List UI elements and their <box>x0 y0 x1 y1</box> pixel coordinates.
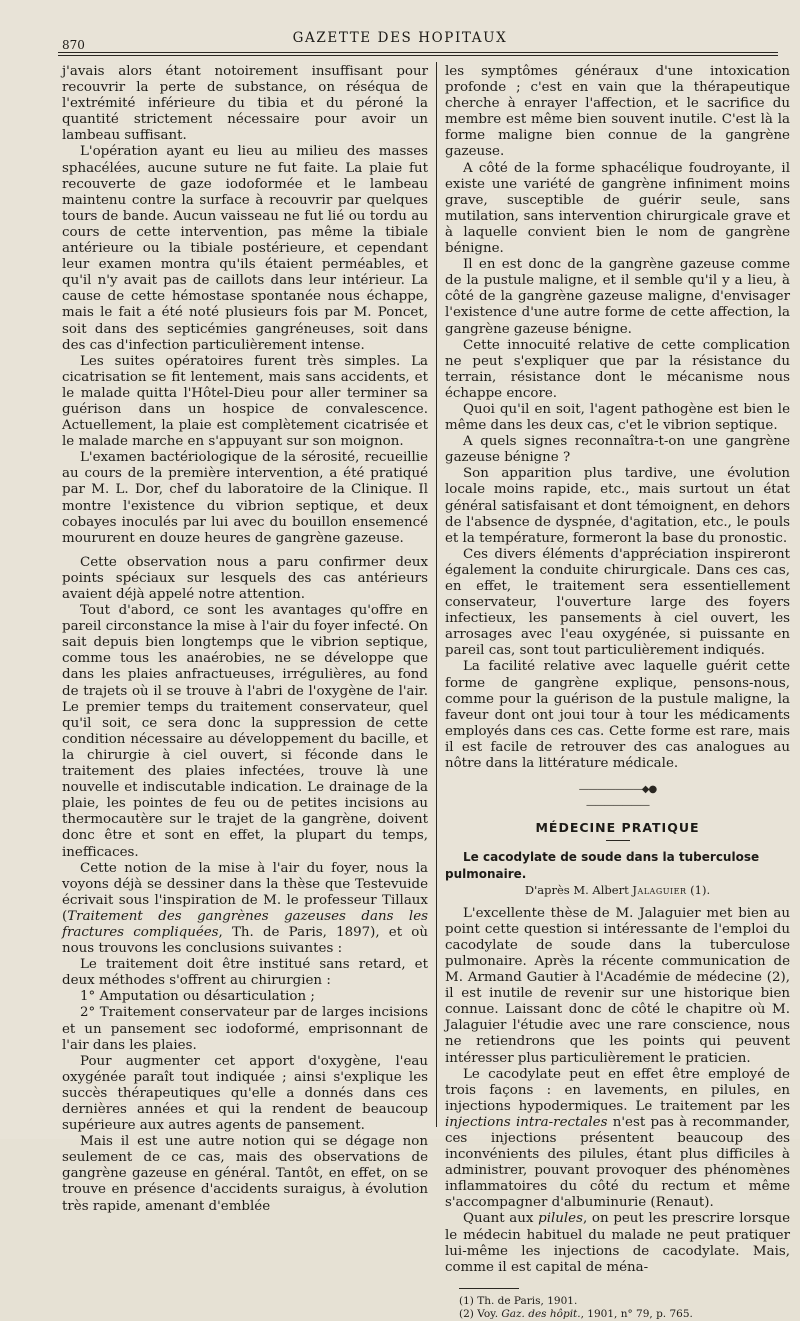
paragraph: La facilité relative avec laquelle guérit cette forme de gangrène explique, pensons-nous, comme pour la guérison de la pustule maligne, la faveur dont ont joui tour à tour les médicaments employés dans ces cas. Cette forme est rare, mais il est facile de retrouver des cas analogues au nôtre dans la littérature médicale. <box>445 659 790 772</box>
paragraph: L'excellente thèse de M. Jalaguier met bien au point cette question si intéressante de l'emploi du cacodylate de soude dans la tuberculose pulmonaire. Après la récente communication de M. Armand Gautier à l'Académie de médecine (2), il est inutile de revenir sur une historique bien connue. Laissant donc de côté le chapitre où M. Jalaguier l'étudie avec une rare conscience, nous ne retiendrons que les points qui peuvent intéresser plus particulièrement le praticien. <box>445 905 790 1066</box>
paragraph: Le traitement doit être institué sans retard, et deux méthodes s'offrent au chirurgien : <box>62 957 428 989</box>
list-item: 2° Traitement conservateur par de larges incisions et un pansement sec iodoformé, emprisonnant de l'air dans les plaies. <box>62 1005 428 1053</box>
page-number: 870 <box>62 38 85 52</box>
paragraph: L'opération ayant eu lieu au milieu des masses sphacélées, aucune suture ne fut faite. La plaie fut recouverte de gaze iodoformée et le lambeau maintenu contre la surface à recouvrir par quelques tours de bande. Aucun vaisseau ne fut lié ou tordu au cours de cette intervention, pas même la tibiale antérieure ou la tibiale postérieure, et cependant leur examen montra qu'ils étaient perméables, et qu'il n'y avait pas de caillots dans leur intérieur. La cause de cette hémostase spontanée nous échappe, mais le fait a été noté plusieurs fois par M. Poncet, soit dans des septicémies gangréneuses, soit dans des cas d'infection particulièrement intense. <box>62 144 428 353</box>
paragraph: Tout d'abord, ce sont les avantages qu'offre en pareil circonstance la mise à l'air du foyer infecté. On sait depuis bien longtemps que le vibrion septique, comme tous les anaérobies, ne se développe que dans les plaies anfractueuses, irrégulières, au fond de trajets où il se trouve à l'abri de l'oxygène de l'air. Le premier temps du traitement conservateur, quel qu'il soit, ce sera donc la suppression de cette condition nécessaire au développement du bacille, et la chirurgie à ciel ouvert, si féconde dans le traitement des plaies infectées, trouve là une nouvelle et indiscutable indication. Le drainage de la plaie, les pointes de feu ou de petites incisions au thermocautère sur le trajet de la gangrène, doivent donc être et sont en effet, la plupart du temps, inefficaces. <box>62 603 428 860</box>
emphasis: pilules <box>538 1211 583 1227</box>
text-run: (2) Voy. <box>459 1307 502 1320</box>
article-title: Le cacodylate de soude dans la tuberculose pulmonaire. <box>445 850 760 881</box>
journal-title: GAZETTE DES HOPITAUX <box>292 30 508 46</box>
paragraph <box>62 861 428 958</box>
right-column <box>445 64 790 1321</box>
footnote: (1) Th. de Paris, 1901. <box>459 1294 578 1307</box>
paragraph: Cette innocuité relative de cette complication ne peut s'expliquer que par la résistance du terrain, résistance dont le mécanisme nous échappe encore. <box>445 337 790 401</box>
byline-suffix: (1). <box>686 882 711 897</box>
text-run: Cette notion de la mise à l'air du foyer, nous la voyons déjà se dessiner dans la thèse que Testevuide écrivait sous l'inspiration de M. le professeur Tillaux ( <box>62 860 428 924</box>
text-run: , Th. de Paris, 1897), et où nous trouvons les conclusions suivantes : <box>62 924 428 957</box>
text-run: n'est pas à recommander, ces injections présentent beaucoup des inconvénients des pilules, étant plus difficiles à administrer, pouvant provoquer des phénomènes inflammatoires du côté du rectum et même s'accompagner d'albuminurie (Renaut). <box>445 1114 790 1211</box>
footnote <box>459 1308 790 1321</box>
text-run: , 1901, n° 79, p. 765. <box>580 1307 693 1320</box>
paragraph <box>445 1067 790 1212</box>
byline <box>445 882 790 898</box>
paragraph: L'examen bactériologique de la sérosité, recueillie au cours de la première intervention, a été pratiqué par M. L. Dor, chef du laboratoire de la Clinique. Il montre l'existence du vibrion septique, et deux cobayes inoculés par lui avec du bouillon ensemencé moururent en douze heures de gangrène gazeuse. <box>62 450 428 546</box>
paragraph: Quoi qu'il en soit, l'agent pathogène est bien le même dans les deux cas, c'et le vibrion septique. <box>445 401 790 434</box>
paragraph: A côté de la forme sphacélique foudroyante, il existe une variété de gangrène infiniment moins grave, susceptible de guérir seule, sans mutilation, sans intervention chirurgicale grave et à laquelle convient bien le nom de gangrène bénigne. <box>445 160 790 257</box>
text-run: Le cacodylate peut en effet être employé de trois façons : en lavements, en pilules, en injections hypodermiques. Le traitement par les <box>445 1066 790 1114</box>
left-column <box>62 64 428 1215</box>
paragraph: Mais il est une autre notion qui se dégage non seulement de ce cas, mais des observations de gangrène gazeuse en général. Tantôt, en effet, on se trouve en présence d'accidents suraigus, à évolution très rapide, amenant d'emblée <box>62 1134 428 1214</box>
list-item: 1° Amputation ou désarticulation ; <box>80 989 315 1005</box>
paragraph: Ces divers éléments d'appréciation inspireront également la conduite chirurgicale. Dans ces cas, en effet, le traitement sera essentiellement conservateur, l'ouverture large des foyers infectieux, les pansements à ciel ouvert, les arrosages avec l'eau oxygénée, si puissante en pareil cas, sont tout particulièrement indiqués. <box>445 546 790 659</box>
paragraph <box>445 1211 790 1275</box>
section-separator-ornament: ———————◆●——————— <box>578 784 657 812</box>
paragraph: Pour augmenter cet apport d'oxygène, l'eau oxygénée paraît tout indiquée ; ainsi s'explique les succès thérapeutiques qu'elle a donnés dans ces dernières années et qui la rendent de beaucoup supérieure aux autres agents de pansement. <box>62 1053 428 1134</box>
header-rule <box>58 52 778 56</box>
text-run: Quant aux <box>463 1211 539 1227</box>
emphasis: injections intra-rectales <box>445 1114 608 1130</box>
paragraph: Son apparition plus tardive, une évolution locale moins rapide, etc., mais surtout un état général satisfaisant et dont témoignent, en dehors de l'absence de dyspnée, d'agitation, etc., le pouls et la température, formeront la base du pronostic. <box>445 466 790 546</box>
cited-thesis-title: Traitement des gangrènes gazeuses dans les fractures compliquées <box>62 908 428 940</box>
column-divider <box>436 62 437 1127</box>
paragraph: les symptômes généraux d'une intoxication profonde ; c'est en vain que la thérapeutique cherche à enrayer l'affection, et le sacrifice du membre est même bien souvent inutile. C'est là la forme maligne bien connue de la gangrène gazeuse. <box>445 64 790 160</box>
section-title: MÉDECINE PRATIQUE <box>535 820 700 836</box>
byline-author: Jalaguier <box>632 882 687 897</box>
footnotes <box>459 1295 790 1321</box>
paragraph: j'avais alors étant notoirement insuffisant pour recouvrir la perte de substance, on réséqua de l'extrémité inférieure du tibia et du péroné la quantité strictement nécessaire pour avoir un lambeau suffisant. <box>62 64 428 144</box>
paragraph: Les suites opératoires furent très simples. La cicatrisation se fit lentement, mais sans accidents, et le malade quitta l'Hôtel-Dieu pour aller terminer sa guérison dans un hospice de convalescence. Actuellement, la plaie est complètement cicatrisée et le malade marche en s'appuyant sur son moignon. <box>62 353 428 450</box>
footnote-rule <box>459 1288 519 1289</box>
title-underline <box>606 840 630 841</box>
emphasis: Gaz. des hôpit. <box>501 1307 581 1320</box>
byline-prefix: D'après M. Albert <box>524 882 633 897</box>
paragraph: Il en est donc de la gangrène gazeuse comme de la pustule maligne, et il semble qu'il y a lieu, à côté de la gangrène gazeuse maligne, d'envisager l'existence d'une autre forme de cette affection, la gangrène gazeuse bénigne. <box>445 257 790 337</box>
paragraph: Cette observation nous a paru confirmer deux points spéciaux sur lesquels des cas antérieurs avaient déjà appelé notre attention. <box>62 554 428 602</box>
paragraph: A quels signes reconnaîtra-t-on une gangrène gazeuse bénigne ? <box>445 434 790 466</box>
text-run: , on peut les prescrire lorsque le médecin habituel du malade ne peut pratiquer lui-même les injections de cacodylate. Mais, comme il est capital de ména- <box>445 1211 790 1275</box>
